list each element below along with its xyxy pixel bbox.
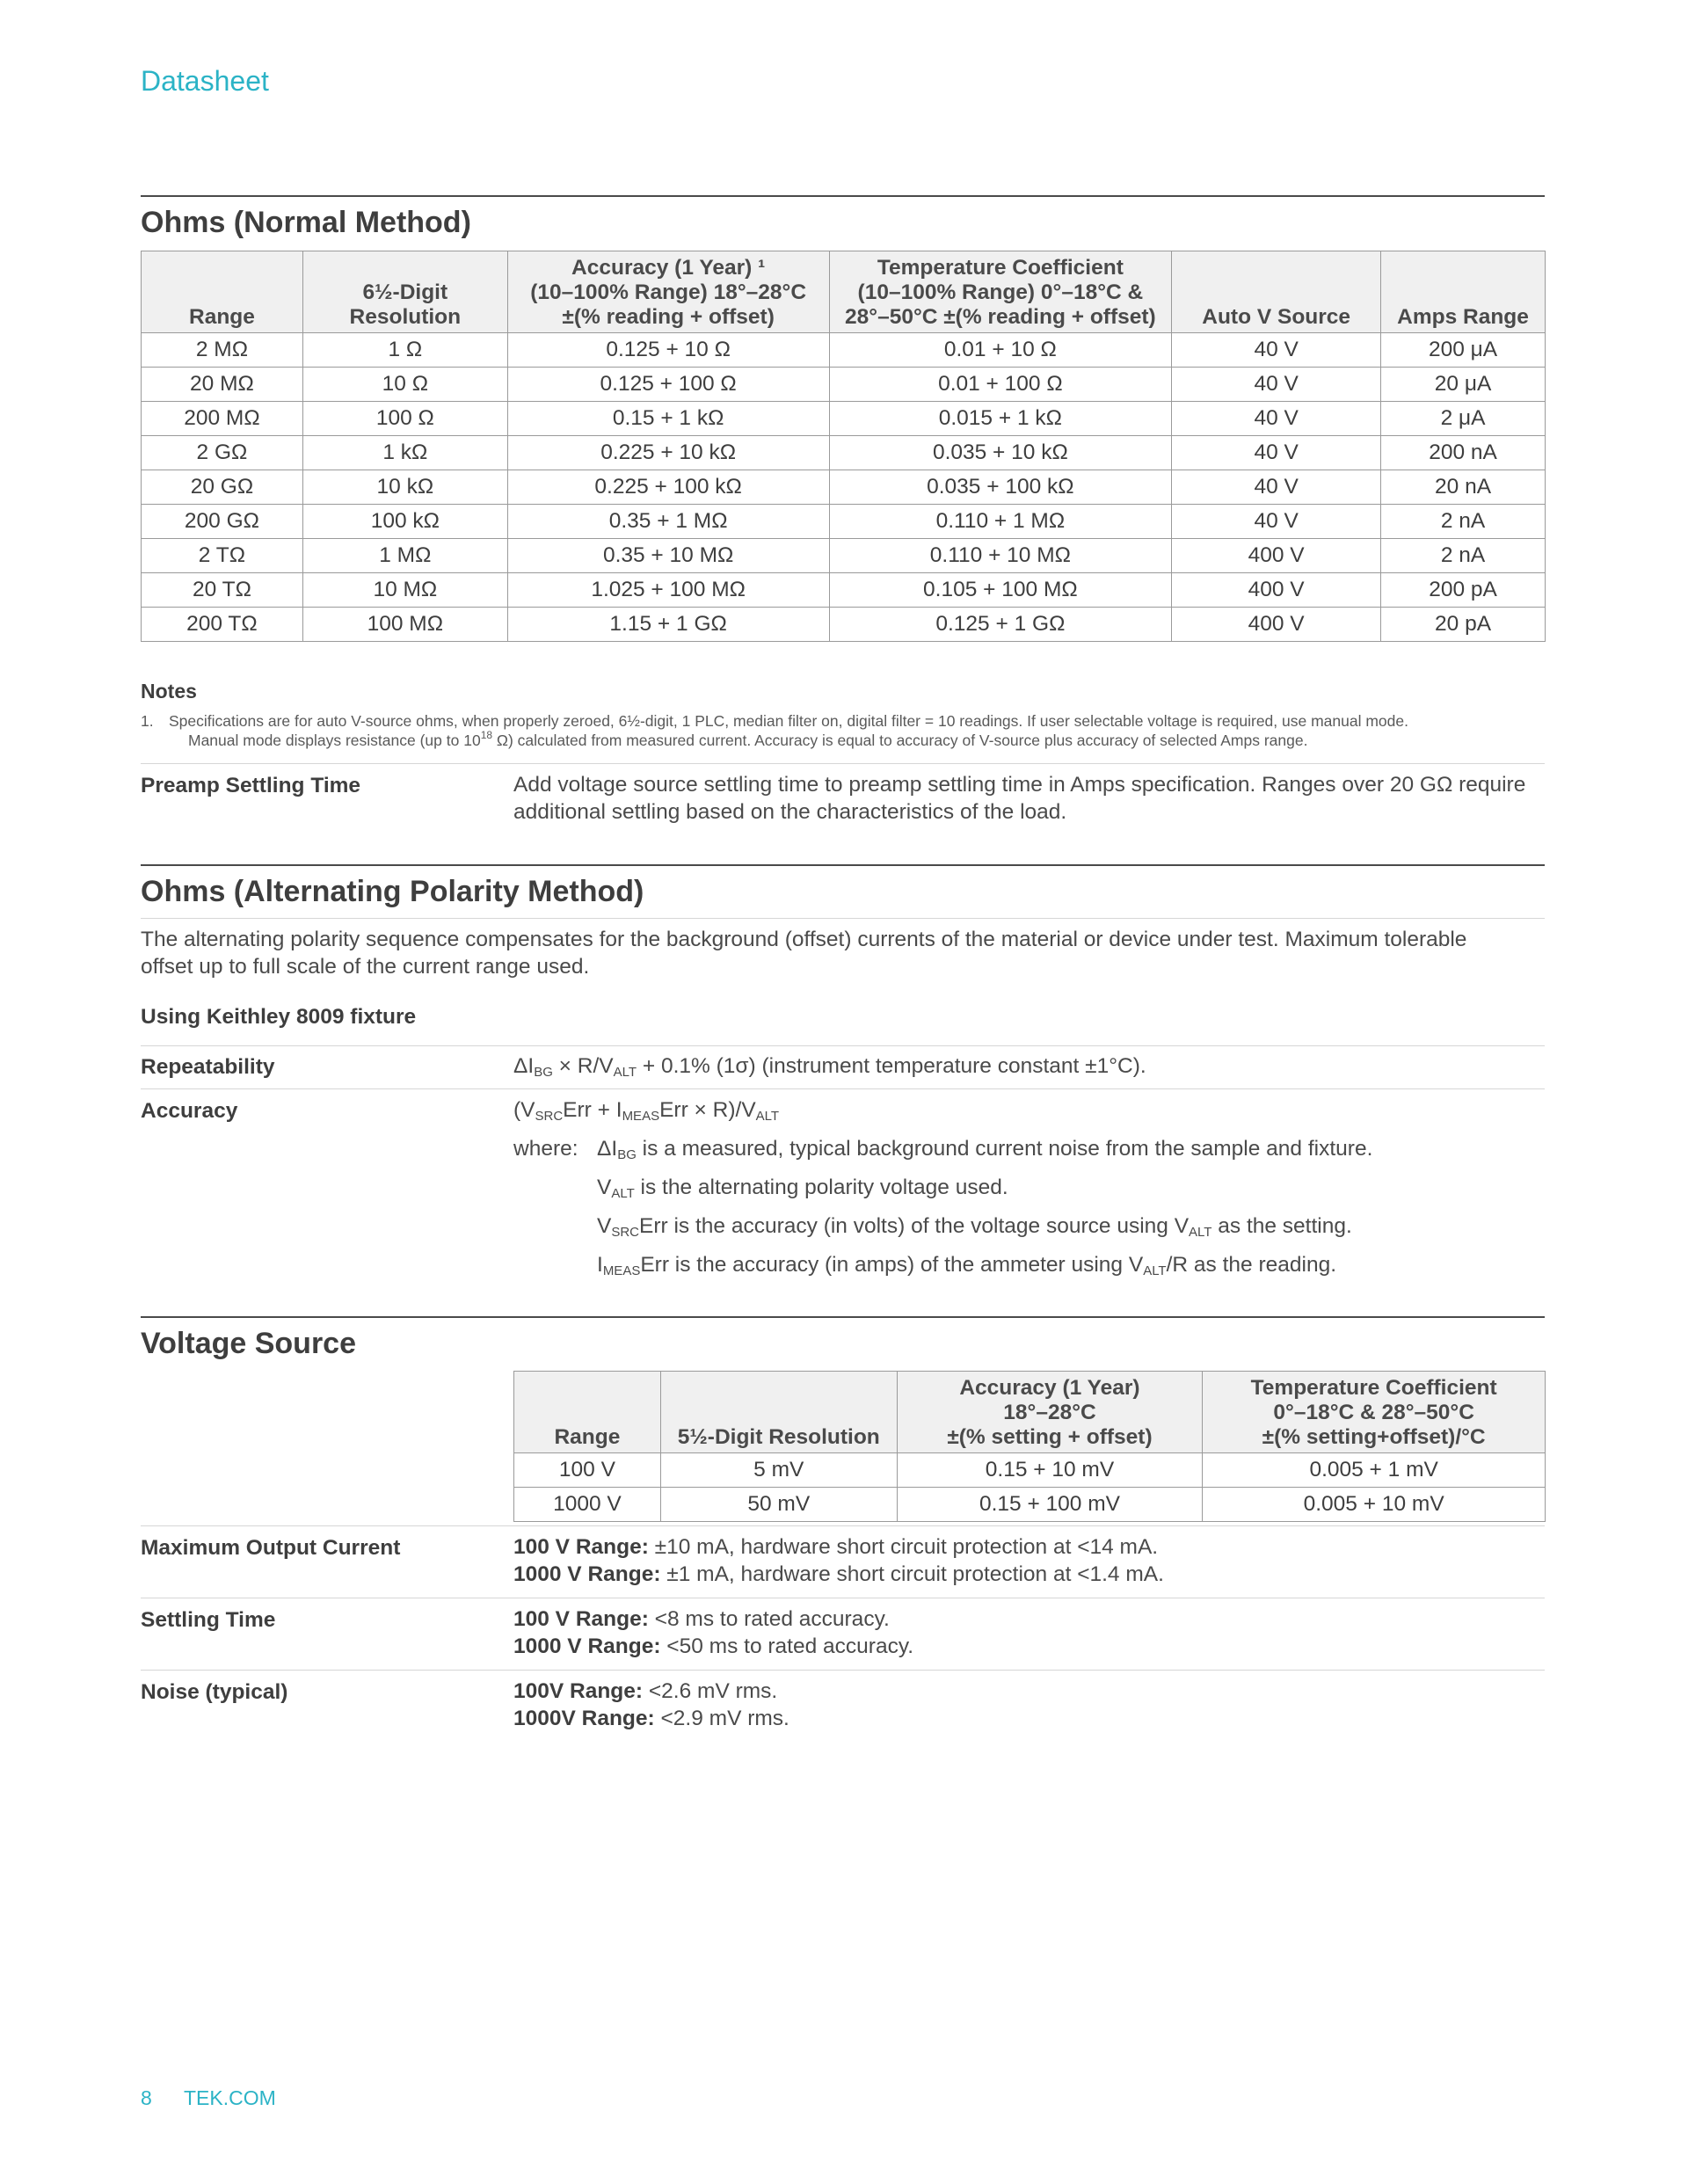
table-cell: 400 V: [1172, 573, 1381, 608]
table-cell: 0.035 + 100 kΩ: [829, 470, 1172, 505]
table-row: [514, 1488, 1546, 1522]
table-cell: 200 GΩ: [142, 505, 303, 539]
table-cell: 0.125 + 10 Ω: [507, 333, 829, 368]
alternating-intro-text: The alternating polarity sequence compensates for the background (offset) currents of the material or device under test. Maximum tolerable offset up to full scale of the current range used.: [141, 928, 1467, 979]
table-cell: 0.01 + 10 Ω: [829, 333, 1172, 368]
table-cell: 0.110 + 1 MΩ: [829, 505, 1172, 539]
row-divider: [141, 918, 1545, 919]
ohms-header-cell: Range: [142, 251, 303, 333]
ohms-header-cell: Auto V Source: [1172, 251, 1381, 333]
where-definition-vsrcerr: $V_{SRC}Err$ is the accuracy (in volts) of the voltage source using $V_{ALT}$ as the setting.: [597, 1214, 1352, 1240]
table-cell: 10 MΩ: [302, 573, 507, 608]
spec-value: 100 V Range: ±10 mA, hardware short circuit protection at <14 mA. 1000 V Range: ±1 mA, hardware short circuit protection at <1.4 mA.: [513, 1535, 1164, 1586]
table-cell: 40 V: [1172, 333, 1381, 368]
ohms-header-cell: 6½-Digit Resolution: [302, 251, 507, 333]
table-cell: 2 TΩ: [142, 539, 303, 573]
table-cell: 100 V: [514, 1453, 661, 1488]
table-cell: 20 GΩ: [142, 470, 303, 505]
where-label: where:: [513, 1137, 578, 1161]
where-definition-imeaserr: $I_{MEAS}Err$ is the accuracy (in amps) of the ammeter using $V_{ALT}/R$ as the reading.: [597, 1253, 1337, 1278]
table-cell: 200 TΩ: [142, 608, 303, 642]
table-cell: 40 V: [1172, 470, 1381, 505]
table-row: [142, 539, 1546, 573]
table-cell: 20 MΩ: [142, 368, 303, 402]
table-cell: 0.125 + 100 Ω: [507, 368, 829, 402]
where-definition-delta-ibg: $\Delta I_{BG}$ is a measured, typical background current noise from the sample and fixture.: [597, 1137, 1373, 1162]
table-cell: 2 μA: [1381, 402, 1546, 436]
table-cell: 1 Ω: [302, 333, 507, 368]
table-cell: 50 mV: [660, 1488, 897, 1522]
table-cell: 2 nA: [1381, 505, 1546, 539]
table-cell: 400 V: [1172, 608, 1381, 642]
table-cell: 200 MΩ: [142, 402, 303, 436]
table-cell: 40 V: [1172, 505, 1381, 539]
table-cell: 0.015 + 1 kΩ: [829, 402, 1172, 436]
vs-header-cell: Temperature Coefficient 0°–18°C & 28°–50°C ±(% setting+offset)/°C: [1203, 1372, 1546, 1453]
table-cell: 0.15 + 1 kΩ: [507, 402, 829, 436]
table-cell: 2 GΩ: [142, 436, 303, 470]
table-cell: 0.35 + 1 MΩ: [507, 505, 829, 539]
table-row: [142, 573, 1546, 608]
ohms-header-cell: Temperature Coefficient (10–100% Range) 0°–18°C & 28°–50°C ±(% reading + offset): [829, 251, 1172, 333]
row-divider: [141, 763, 1545, 764]
table-cell: 100 kΩ: [302, 505, 507, 539]
table-row: [514, 1453, 1546, 1488]
table-cell: 0.125 + 1 GΩ: [829, 608, 1172, 642]
fixture-heading: Using Keithley 8009 fixture: [141, 1005, 417, 1029]
row-divider: [141, 1088, 1545, 1089]
table-row: [142, 402, 1546, 436]
table-cell: 40 V: [1172, 402, 1381, 436]
footer-site-link[interactable]: TEK.COM: [184, 2086, 276, 2109]
note-text-line-2: Manual mode displays resistance (up to $10^{18}$ Ω) calculated from measured current. Accuracy is equal to accuracy of V-source plus accuracy of selected Amps range.: [188, 729, 1308, 749]
section-divider: [141, 195, 1545, 197]
table-cell: 400 V: [1172, 539, 1381, 573]
document-label: Datasheet: [141, 65, 269, 97]
table-cell: 0.15 + 10 mV: [897, 1453, 1203, 1488]
table-cell: 10 Ω: [302, 368, 507, 402]
accuracy-formula: $(V_{SRC}Err + I_{MEAS}Err \times R)/V_{ALT}$: [513, 1098, 780, 1124]
where-definition-valt: $V_{ALT}$ is the alternating polarity voltage used.: [597, 1176, 1008, 1201]
note-number: 1.: [141, 712, 154, 730]
preamp-settling-label: Preamp Settling Time: [141, 774, 361, 797]
spec-label: Settling Time: [141, 1608, 276, 1632]
row-divider: [141, 1670, 1545, 1671]
table-cell: 200 nA: [1381, 436, 1546, 470]
accuracy-label: Accuracy: [141, 1099, 238, 1123]
table-cell: 10 kΩ: [302, 470, 507, 505]
table-cell: 100 Ω: [302, 402, 507, 436]
table-cell: 0.035 + 10 kΩ: [829, 436, 1172, 470]
table-row: [142, 505, 1546, 539]
ohms-header-cell: Accuracy (1 Year) ¹ (10–100% Range) 18°–28°C ±(% reading + offset): [507, 251, 829, 333]
table-cell: 1.15 + 1 GΩ: [507, 608, 829, 642]
section-title-ohms-alternating: Ohms (Alternating Polarity Method): [141, 875, 644, 908]
row-divider: [141, 1525, 1545, 1526]
spec-label: Maximum Output Current: [141, 1536, 401, 1560]
table-cell: 0.225 + 10 kΩ: [507, 436, 829, 470]
table-cell: 1.025 + 100 MΩ: [507, 573, 829, 608]
ohms-normal-table: [141, 251, 1546, 642]
table-cell: 20 μA: [1381, 368, 1546, 402]
table-cell: 0.005 + 10 mV: [1203, 1488, 1546, 1522]
table-cell: 1000 V: [514, 1488, 661, 1522]
row-divider: [141, 1045, 1545, 1046]
notes-heading: Notes: [141, 680, 197, 703]
section-divider: [141, 1316, 1545, 1318]
table-cell: 1 MΩ: [302, 539, 507, 573]
table-cell: 2 MΩ: [142, 333, 303, 368]
page-number: 8: [141, 2086, 152, 2109]
table-cell: 0.005 + 1 mV: [1203, 1453, 1546, 1488]
section-title-ohms-normal: Ohms (Normal Method): [141, 206, 471, 239]
table-cell: 40 V: [1172, 368, 1381, 402]
table-cell: 5 mV: [660, 1453, 897, 1488]
voltage-source-table: [513, 1371, 1546, 1522]
ohms-header-cell: Amps Range: [1381, 251, 1546, 333]
spec-value: 100 V Range: <8 ms to rated accuracy. 1000 V Range: <50 ms to rated accuracy.: [513, 1607, 914, 1658]
vs-header-cell: Accuracy (1 Year) 18°–28°C ±(% setting + offset): [897, 1372, 1203, 1453]
table-row: [142, 368, 1546, 402]
table-cell: 20 nA: [1381, 470, 1546, 505]
section-divider: [141, 864, 1545, 866]
table-cell: 0.15 + 100 mV: [897, 1488, 1203, 1522]
table-cell: 2 nA: [1381, 539, 1546, 573]
table-row: [142, 470, 1546, 505]
table-row: [142, 333, 1546, 368]
table-cell: 0.35 + 10 MΩ: [507, 539, 829, 573]
section-title-voltage-source: Voltage Source: [141, 1327, 356, 1360]
table-cell: 200 pA: [1381, 573, 1546, 608]
table-cell: 100 MΩ: [302, 608, 507, 642]
table-row: [142, 436, 1546, 470]
spec-value: 100V Range: <2.6 mV rms. 1000V Range: <2.9 mV rms.: [513, 1679, 789, 1730]
table-cell: 0.110 + 10 MΩ: [829, 539, 1172, 573]
spec-label: Noise (typical): [141, 1680, 288, 1704]
note-text-line-1: Specifications are for auto V-source ohms, when properly zeroed, 6½-digit, 1 PLC, median filter on, digital filter = 10 readings. If user selectable voltage is required, use manual mode.: [169, 712, 1408, 730]
vs-header-cell: Range: [514, 1372, 661, 1453]
table-cell: 40 V: [1172, 436, 1381, 470]
table-row: [142, 608, 1546, 642]
table-cell: 20 pA: [1381, 608, 1546, 642]
table-cell: 20 TΩ: [142, 573, 303, 608]
vs-header-cell: 5½-Digit Resolution: [660, 1372, 897, 1453]
table-cell: 0.105 + 100 MΩ: [829, 573, 1172, 608]
table-cell: 200 μA: [1381, 333, 1546, 368]
table-cell: 1 kΩ: [302, 436, 507, 470]
repeatability-label: Repeatability: [141, 1055, 275, 1079]
table-cell: 0.01 + 100 Ω: [829, 368, 1172, 402]
repeatability-value: $\Delta I_{BG} \times R/V_{ALT} + 0.1\%$ (1σ) (instrument temperature constant ±1°C).: [513, 1054, 1146, 1080]
preamp-settling-value: Add voltage source settling time to preamp settling time in Amps specification. Ranges over 20 GΩ require additional settling based on the characteristics of the load.: [513, 773, 1526, 824]
table-cell: 0.225 + 100 kΩ: [507, 470, 829, 505]
